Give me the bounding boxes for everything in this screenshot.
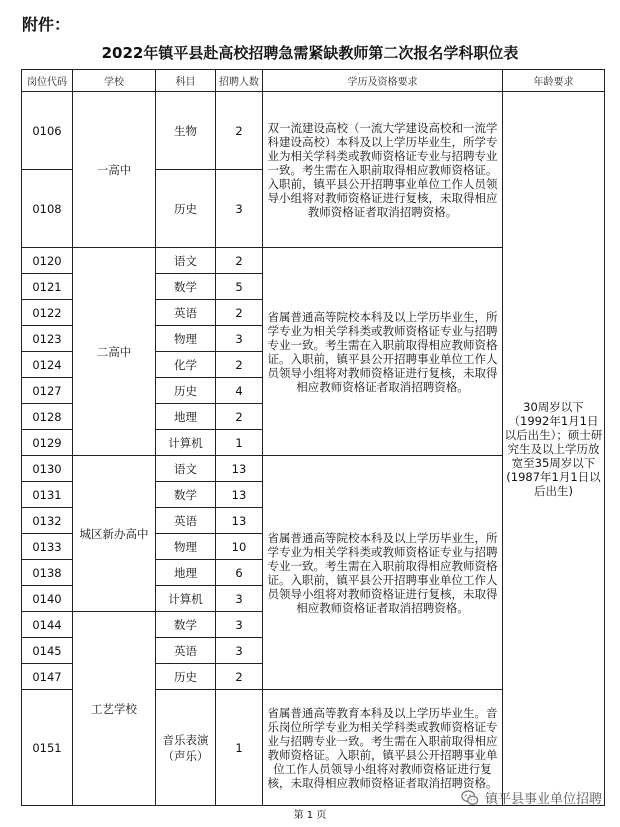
hire-count: 2	[216, 92, 263, 170]
position-code: 0151	[22, 690, 73, 806]
school-name: 二高中	[73, 248, 156, 456]
position-code: 0129	[22, 430, 73, 456]
hire-count: 3	[216, 170, 263, 248]
subject: 英语	[156, 638, 216, 664]
school-name: 工艺学校	[73, 612, 156, 806]
position-code: 0123	[22, 326, 73, 352]
position-code: 0127	[22, 378, 73, 404]
position-code: 0132	[22, 508, 73, 534]
header-requirements: 学历及资格要求	[263, 70, 503, 92]
subject: 化学	[156, 352, 216, 378]
position-code: 0128	[22, 404, 73, 430]
subject: 语文	[156, 456, 216, 482]
header-subject: 科目	[156, 70, 216, 92]
position-code: 0106	[22, 92, 73, 170]
subject: 物理	[156, 326, 216, 352]
table-row	[22, 92, 605, 170]
hire-count: 2	[216, 664, 263, 690]
subject: 计算机	[156, 586, 216, 612]
requirements-text: 省属普通高等教育本科及以上学历毕业生。音乐岗位所学专业为相关学科类或教师资格证专业与招聘专业一致。考生需在入职前取得相应教师资格证。入职前，镇平县公开招聘事业单位工作人员领导小组将对教师资格证进行复核，未取得相应教师资格证者取消招聘资格。	[263, 690, 503, 806]
attachment-label: 附件：	[22, 15, 71, 34]
subject: 英语	[156, 508, 216, 534]
position-code: 0145	[22, 638, 73, 664]
hire-count: 3	[216, 638, 263, 664]
position-code: 0133	[22, 534, 73, 560]
position-code: 0138	[22, 560, 73, 586]
subject: 地理	[156, 404, 216, 430]
subject: 历史	[156, 378, 216, 404]
hire-count: 10	[216, 534, 263, 560]
hire-count: 2	[216, 300, 263, 326]
requirements-text: 省属普通高等院校本科及以上学历毕业生，所学专业为相关学科类或教师资格证专业与招聘专业一致。考生需在入职前取得相应教师资格证。入职前，镇平县公开招聘事业单位工作人员领导小组将对教师资格证进行复核，未取得相应教师资格证者取消招聘资格。	[263, 248, 503, 456]
requirements-text: 双一流建设高校（一流大学建设高校和一流学科建设高校）本科及以上学历毕业生，所学专业为相关学科类或教师资格证专业与招聘专业一致。考生需在入职前取得相应教师资格证。入职前，镇平县公开招聘事业单位工作人员领导小组将对教师资格证进行复核，未取得相应教师资格证者取消招聘资格。	[263, 92, 503, 248]
hire-count: 13	[216, 482, 263, 508]
requirements-text: 省属普通高等院校本科及以上学历毕业生，所学专业为相关学科类或教师资格证专业与招聘专业一致。考生需在入职前取得相应教师资格证。入职前，镇平县公开招聘事业单位工作人员领导小组将对教师资格证进行复核，未取得相应教师资格证者取消招聘资格。	[263, 456, 503, 690]
position-code: 0108	[22, 170, 73, 248]
hire-count: 2	[216, 404, 263, 430]
subject: 音乐表演（声乐）	[156, 690, 216, 806]
position-code: 0147	[22, 664, 73, 690]
document-title: 2022年镇平县赴高校招聘急需紧缺教师第二次报名学科职位表	[101, 44, 519, 62]
header-row	[22, 70, 605, 92]
hire-count: 4	[216, 378, 263, 404]
school-name: 城区新办高中	[73, 456, 156, 612]
hire-count: 3	[216, 326, 263, 352]
subject: 英语	[156, 300, 216, 326]
subject: 计算机	[156, 430, 216, 456]
watermark-text: 镇平县事业单位招聘	[484, 792, 602, 807]
subject: 生物	[156, 92, 216, 170]
header-age: 年龄要求	[503, 70, 605, 92]
page-number: 第 1 页	[293, 810, 327, 821]
subject: 语文	[156, 248, 216, 274]
subject: 地理	[156, 560, 216, 586]
subject: 数学	[156, 274, 216, 300]
wechat-icon	[461, 789, 479, 807]
header-count: 招聘人数	[216, 70, 263, 92]
position-code: 0144	[22, 612, 73, 638]
position-code: 0131	[22, 482, 73, 508]
school-name: 一高中	[73, 92, 156, 248]
hire-count: 3	[216, 612, 263, 638]
position-code: 0130	[22, 456, 73, 482]
subject: 数学	[156, 612, 216, 638]
position-code: 0121	[22, 274, 73, 300]
subject: 物理	[156, 534, 216, 560]
subject: 数学	[156, 482, 216, 508]
hire-count: 1	[216, 690, 263, 806]
position-code: 0124	[22, 352, 73, 378]
position-code: 0120	[22, 248, 73, 274]
age-requirement: 30周岁以下（1992年1月1日以后出生）；硕士研究生及以上学历放宽至35周岁以下(1987年1月1日以后出生)	[503, 92, 605, 806]
hire-count: 5	[216, 274, 263, 300]
hire-count: 13	[216, 508, 263, 534]
hire-count: 3	[216, 586, 263, 612]
header-school: 学校	[73, 70, 156, 92]
positions-table	[21, 69, 605, 806]
subject: 历史	[156, 170, 216, 248]
position-code: 0122	[22, 300, 73, 326]
hire-count: 13	[216, 456, 263, 482]
hire-count: 6	[216, 560, 263, 586]
header-code: 岗位代码	[22, 70, 73, 92]
hire-count: 2	[216, 352, 263, 378]
hire-count: 1	[216, 430, 263, 456]
position-code: 0140	[22, 586, 73, 612]
watermark	[461, 788, 602, 807]
subject: 历史	[156, 664, 216, 690]
hire-count: 2	[216, 248, 263, 274]
